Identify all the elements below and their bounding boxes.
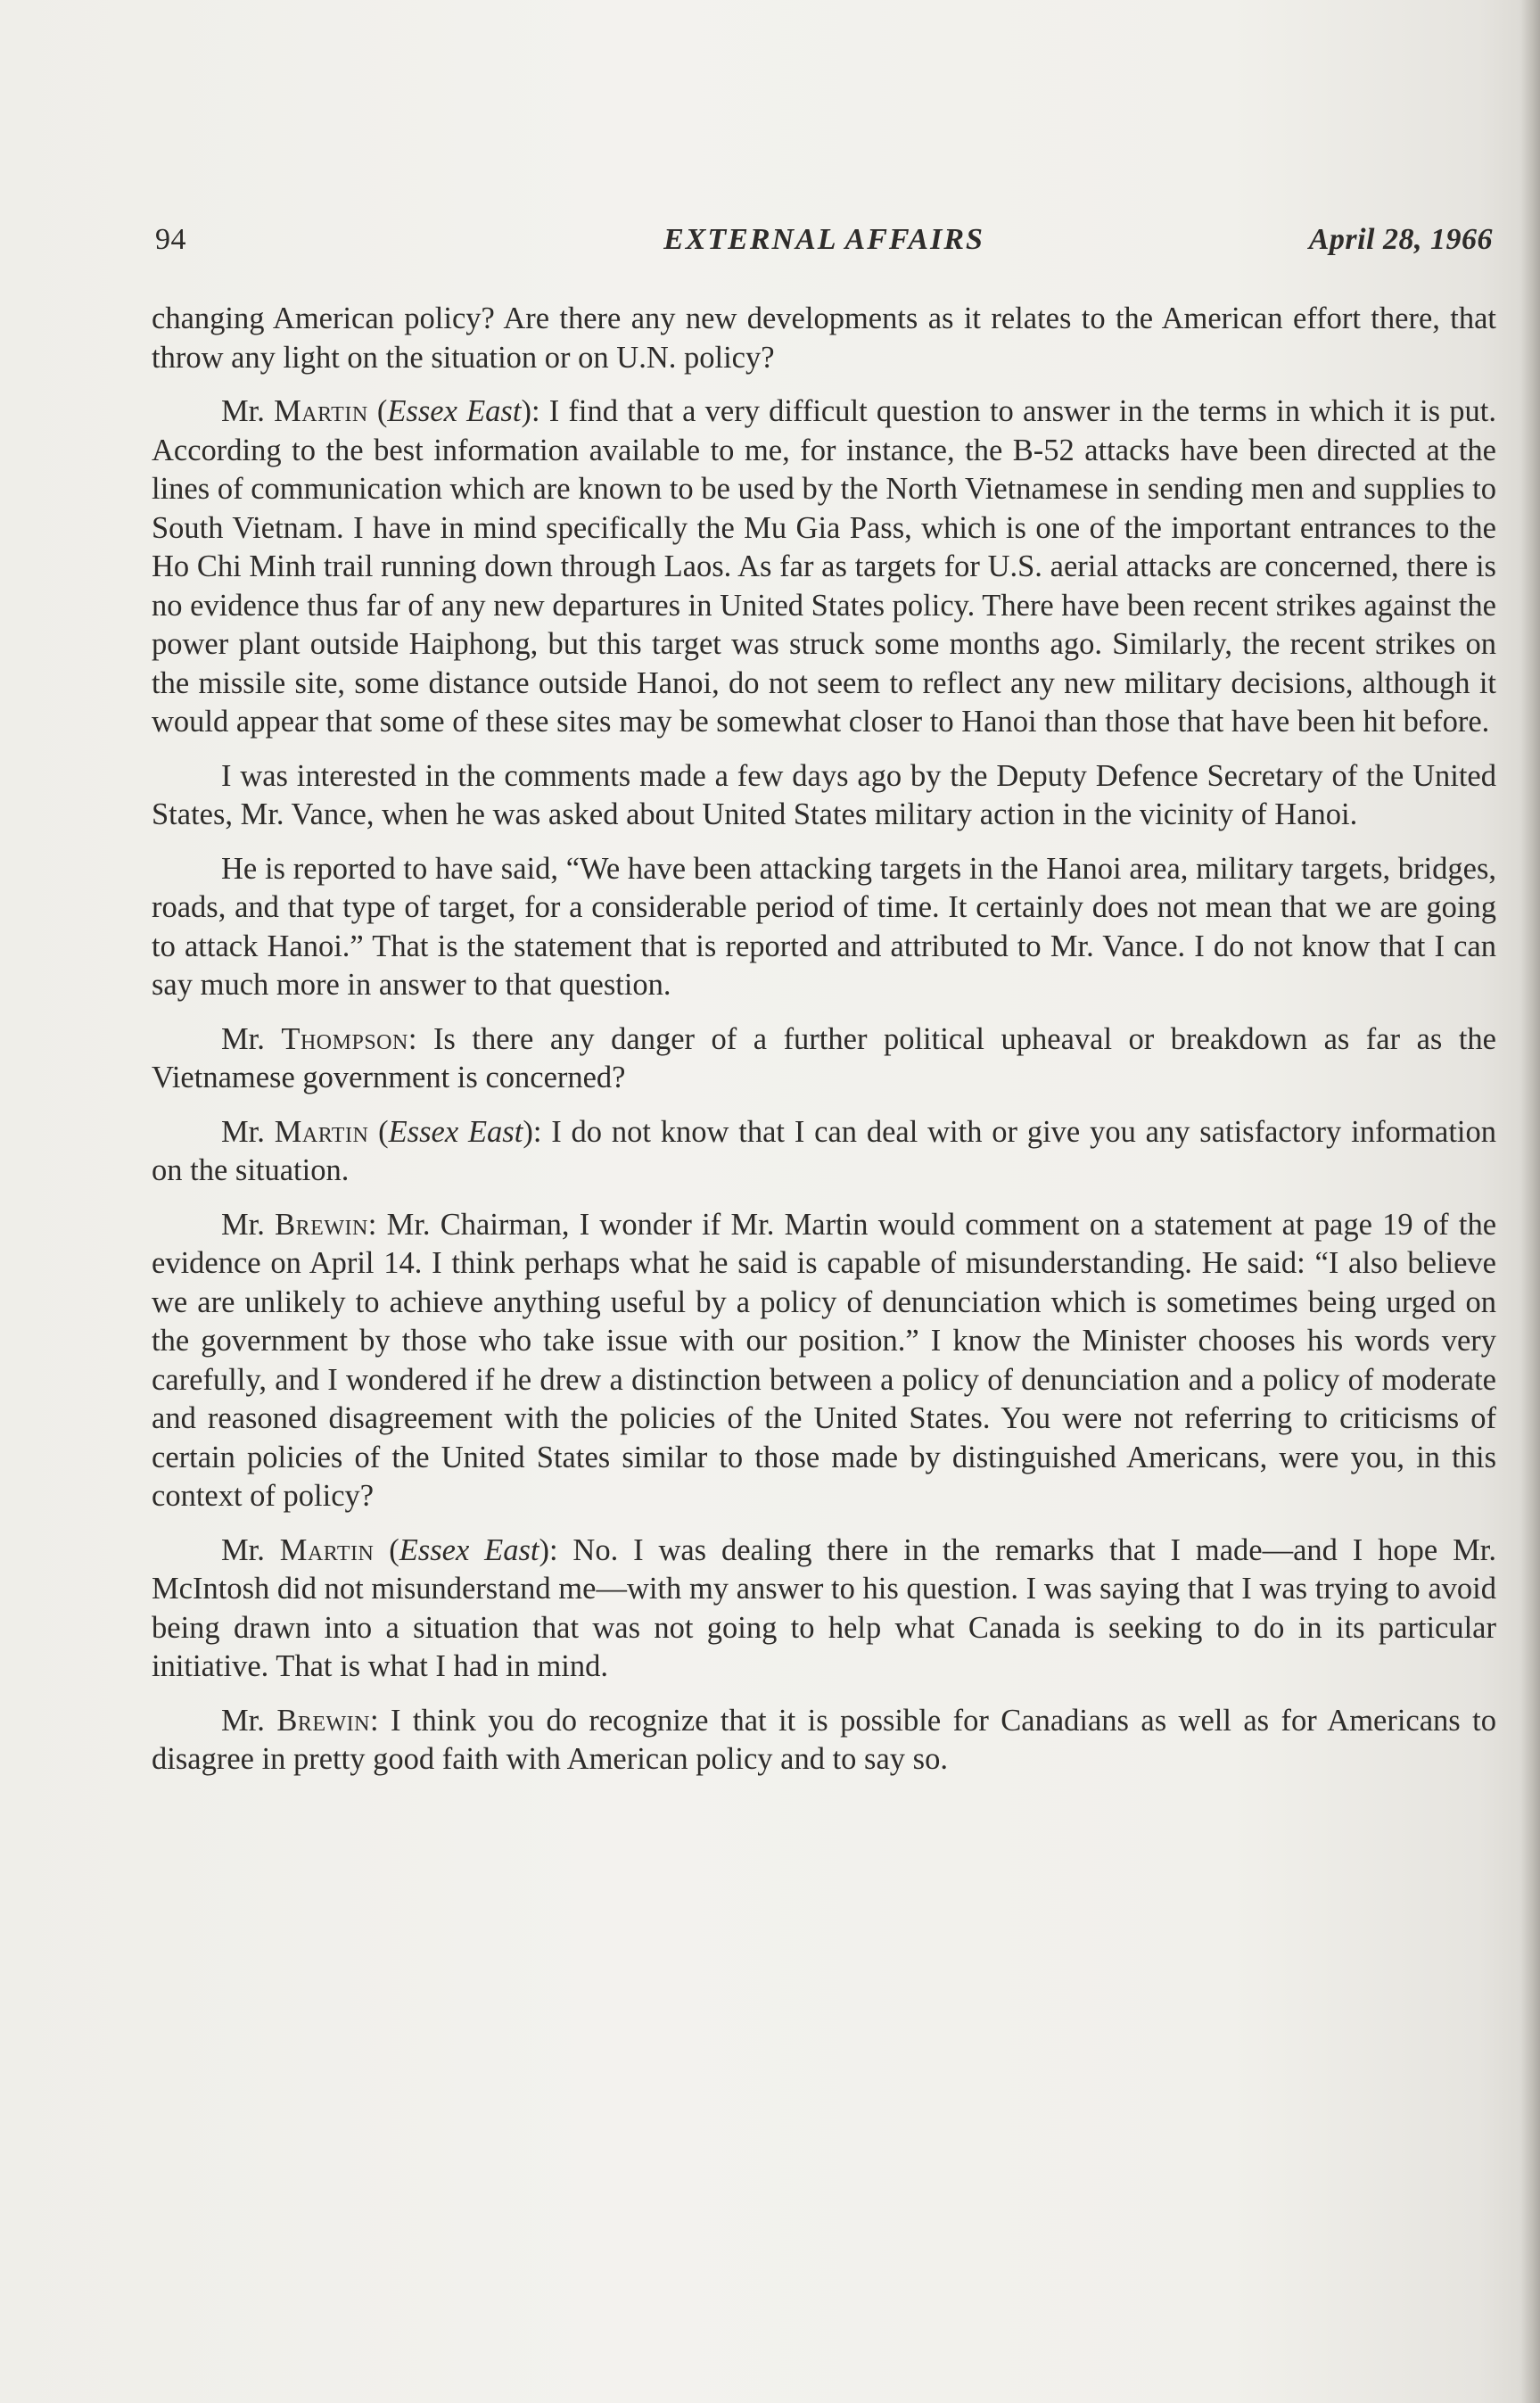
speaker-prefix: Mr. bbox=[221, 1532, 280, 1567]
page-edge-shadow bbox=[1520, 0, 1540, 2403]
transcript-body bbox=[152, 300, 1496, 1795]
speaker-riding: Essex East bbox=[399, 1532, 539, 1567]
paragraph-text: Is there any danger of a further political upheaval or breakdown as far as the Vietnamese government is concerned? bbox=[152, 1021, 1496, 1094]
speaker-name: Martin bbox=[279, 1532, 375, 1567]
speaker-suffix: ): bbox=[539, 1532, 573, 1567]
paragraph-martin-2: Mr. Martin (Essex East): I do not know that I can deal with or give you any satisfactory information on the situation. bbox=[152, 1114, 1497, 1187]
speaker-suffix: : bbox=[367, 1207, 387, 1242]
speaker-name: Martin bbox=[274, 394, 368, 428]
paragraph-text: I think you do recognize that it is possible for Canadians as well as for Americans to disagree in pretty good faith with American policy and to say so. bbox=[152, 1703, 1496, 1776]
paragraph-text: I do not know that I can deal with or give you any satisfactory information on the situation. bbox=[152, 1114, 1497, 1187]
header-date: April 28, 1966 bbox=[1308, 223, 1493, 256]
speaker-prefix: Mr. bbox=[221, 1703, 277, 1738]
speaker-suffix: : bbox=[369, 1703, 391, 1738]
paragraph-continuation bbox=[152, 300, 1496, 377]
paragraph-thompson bbox=[152, 1020, 1496, 1098]
page-number: 94 bbox=[155, 223, 186, 256]
paragraph-text: No. I was dealing there in the remarks that I made—and I hope Mr. McIntosh did not misunderstand me—with my answer to his question. I was saying that I was trying to avoid being drawn into a situation that was not going to help what Canada is seeking to do in its particular initiative. That is what I had in mind. bbox=[152, 1532, 1496, 1683]
paragraph-martin-1: Mr. Martin (Essex East): I find that a very difficult question to answer in the terms in which it is put. According to the best information available to me, for instance, the B-52 attacks have been directed at the lines of communication which are known to be used by the North Vietnamese in sending men and supplies to South Vietnam. I have in mind specifically the Mu Gia Pass, which is one of the important entrances to the Ho Chi Minh trail running down through Laos. As far as targets for U.S. aerial attacks are concerned, there is no evidence thus far of any new departures in United States policy. There have been recent strikes against the power plant outside Haiphong, but this target was struck some months ago. Similarly, the recent strikes on the missile site, some distance outside Hanoi, do not seem to reflect any new military decisions, although it would appear that some of these sites may be somewhat closer to Hanoi than those that have been hit before. bbox=[152, 394, 1496, 739]
paragraph-text: I find that a very difficult question to answer in the terms in which it is put. According to the best information available to me, for instance, the B-52 attacks have been directed at the lines of communication which are known to be used by the North Vietnamese in sending men and supplies to South Vietnam. I have in mind specifically the Mu Gia Pass, which is one of the important entrances to the Ho Chi Minh trail running down through Laos. As far as targets for U.S. aerial attacks are concerned, there is no evidence thus far of any new departures in United States policy. There have been recent strikes against the power plant outside Haiphong, but this target was struck some months ago. Similarly, the recent strikes on the missile site, some distance outside Hanoi, do not seem to reflect any new military decisions, although it would appear that some of these sites may be somewhat closer to Hanoi than those that have been hit before. bbox=[152, 394, 1496, 739]
running-title: EXTERNAL AFFAIRS bbox=[663, 223, 984, 256]
speaker-riding: Essex East bbox=[388, 1114, 523, 1149]
speaker-name: Martin bbox=[274, 1114, 369, 1149]
paragraph-text: changing American policy? Are there any new developments as it relates to the American effort there, that throw any light on the situation or on U.N. policy? bbox=[152, 301, 1496, 375]
paragraph-vance-quote bbox=[152, 850, 1496, 1005]
speaker-prefix: Mr. bbox=[221, 1021, 282, 1056]
speaker-prefix: Mr. bbox=[221, 1207, 276, 1242]
speaker-name: Brewin bbox=[276, 1703, 370, 1738]
paragraph-brewin-2 bbox=[152, 1702, 1496, 1780]
running-header bbox=[155, 223, 1493, 268]
paragraph-vance-comments bbox=[152, 757, 1496, 835]
paragraph-text: I was interested in the comments made a few days ago by the Deputy Defence Secretary of the United States, Mr. Vance, when he was asked about United States military action in the vicinity of Hanoi. bbox=[152, 758, 1496, 831]
speaker-prefix: Mr. bbox=[221, 394, 275, 428]
speaker-riding: Essex East bbox=[387, 394, 522, 428]
paragraph-text: Mr. Chairman, I wonder if Mr. Martin would comment on a statement at page 19 of the evidence on April 14. I think perhaps what he said is capable of misunderstanding. He said: “I also believe we are unlikely to achieve anything useful by a policy of denunciation which is sometimes being urged on the government by those who take issue with our position.” I know the Minister chooses his words very carefully, and I wondered if he drew a distinction between a policy of denunciation and a policy of moderate and reasoned disagreement with the policies of the United States. You were not referring to criticisms of certain policies of the United States similar to those made by distinguished Americans, were you, in this context of policy? bbox=[152, 1207, 1497, 1513]
speaker-suffix: ): bbox=[523, 1114, 552, 1149]
paragraph-martin-3: Mr. Martin (Essex East): No. I was dealing there in the remarks that I made—and I hope Mr. McIntosh did not misunderstand me—with my answer to his question. I was saying that I was trying to avoid being drawn into a situation that was not going to help what Canada is seeking to do in its particular initiative. That is what I had in mind. bbox=[152, 1532, 1496, 1683]
speaker-suffix: ): bbox=[521, 394, 549, 428]
speaker-suffix: : bbox=[408, 1021, 433, 1056]
paragraph-brewin-1 bbox=[152, 1206, 1496, 1516]
speaker-name: Brewin bbox=[275, 1207, 368, 1242]
speaker-prefix: Mr. bbox=[221, 1114, 275, 1149]
speaker-name: Thompson bbox=[281, 1021, 408, 1056]
paragraph-text: He is reported to have said, “We have been attacking targets in the Hanoi area, military targets, bridges, roads, and that type of target, for a considerable period of time. It certainly does not mean that we are going to attack Hanoi.” That is the statement that is reported and attributed to Mr. Vance. I do not know that I can say much more in answer to that question. bbox=[152, 851, 1496, 1002]
